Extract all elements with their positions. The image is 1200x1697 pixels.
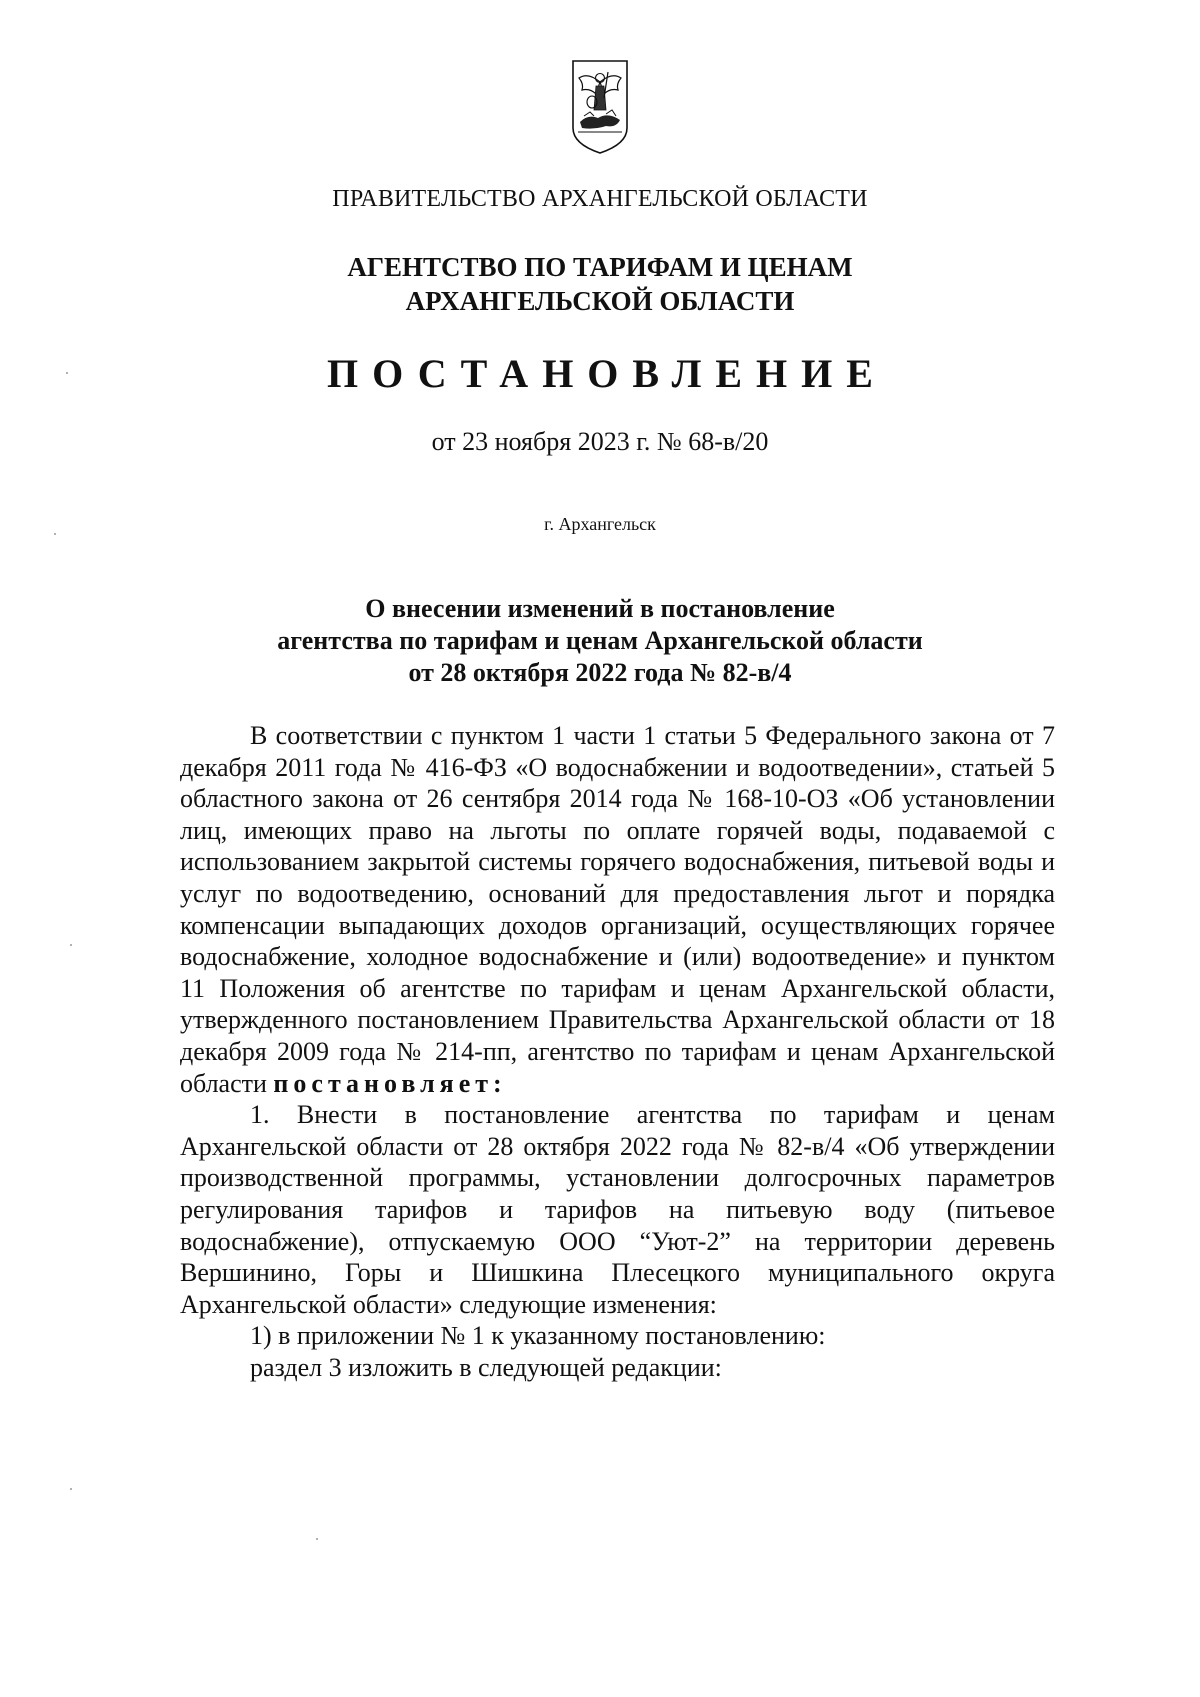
document-city: г. Архангельск [544, 514, 656, 534]
subject-line-3: от 28 октября 2022 года № 82-в/4 [408, 658, 792, 687]
subject-line-2: агентства по тарифам и ценам Архангельской области [277, 626, 923, 655]
subitem-1-paragraph: 1) в приложении № 1 к указанному постановлению: [250, 1321, 826, 1351]
scan-speck [70, 944, 72, 946]
document-subject [0, 593, 1200, 689]
item-1-paragraph: 1. Внести в постановление агентства по тарифам и ценам Архангельской области от 28 октября 2022 года № 82-в/4 «Об утверждении производственной программы, установлении долгосрочных параметров регулирования тарифов и тарифов на питьевую воду (питьевое водоснабжение), отпускаемую ООО “Уют-2” на территории деревень Вершинино, Горы и Шишкина Плесецкого муниципального округа Архангельской области» следующие изменения: [180, 1100, 1055, 1319]
resolves-word: постановляет: [273, 1068, 507, 1098]
scan-speck [66, 372, 68, 374]
preamble-paragraph [180, 720, 1055, 1099]
coat-of-arms-emblem-icon [570, 58, 630, 156]
subject-line-1: О внесении изменений в постановление [365, 594, 835, 623]
document-type-title: ПОСТАНОВЛЕНИЕ [327, 351, 887, 396]
document-date-number: от 23 ноября 2023 г. № 68-в/20 [431, 427, 769, 456]
scan-speck [70, 1488, 72, 1490]
preamble-text: В соответствии с пунктом 1 части 1 статьи 5 Федерального закона от 7 декабря 2011 года № 416-ФЗ «О водоснабжении и водоотведении», статьей 5 областного закона от 26 сентября 2014 года № 168-10-ОЗ «Об установлении лиц, имеющих право на льготы по оплате горячей воды, подаваемой с использованием закрытой системы горячего водоснабжения, питьевой воды и услуг по водоотведению, оснований для предоставления льгот и порядка компенсации выпадающих доходов организаций, осуществляющих горячее водоснабжение, холодное водоснабжение и (или) водоотведение» и пунктом 11 Положения об агентстве по тарифам и ценам Архангельской области, утвержденного постановлением Правительства Архангельской области от 18 декабря 2009 года № 214-пп, агентство по тарифам и ценам Архангельской области [180, 721, 1055, 1098]
government-name: ПРАВИТЕЛЬСТВО АРХАНГЕЛЬСКОЙ ОБЛАСТИ [332, 186, 868, 212]
subitem-1-text-paragraph: раздел 3 изложить в следующей редакции: [250, 1352, 722, 1382]
document-body [180, 720, 1055, 1383]
agency-name [0, 250, 1200, 318]
scan-speck [54, 533, 56, 535]
agency-name-line-2: АРХАНГЕЛЬСКОЙ ОБЛАСТИ [405, 286, 795, 316]
scan-speck [316, 1538, 318, 1540]
agency-name-line-1: АГЕНТСТВО ПО ТАРИФАМ И ЦЕНАМ [347, 252, 853, 282]
